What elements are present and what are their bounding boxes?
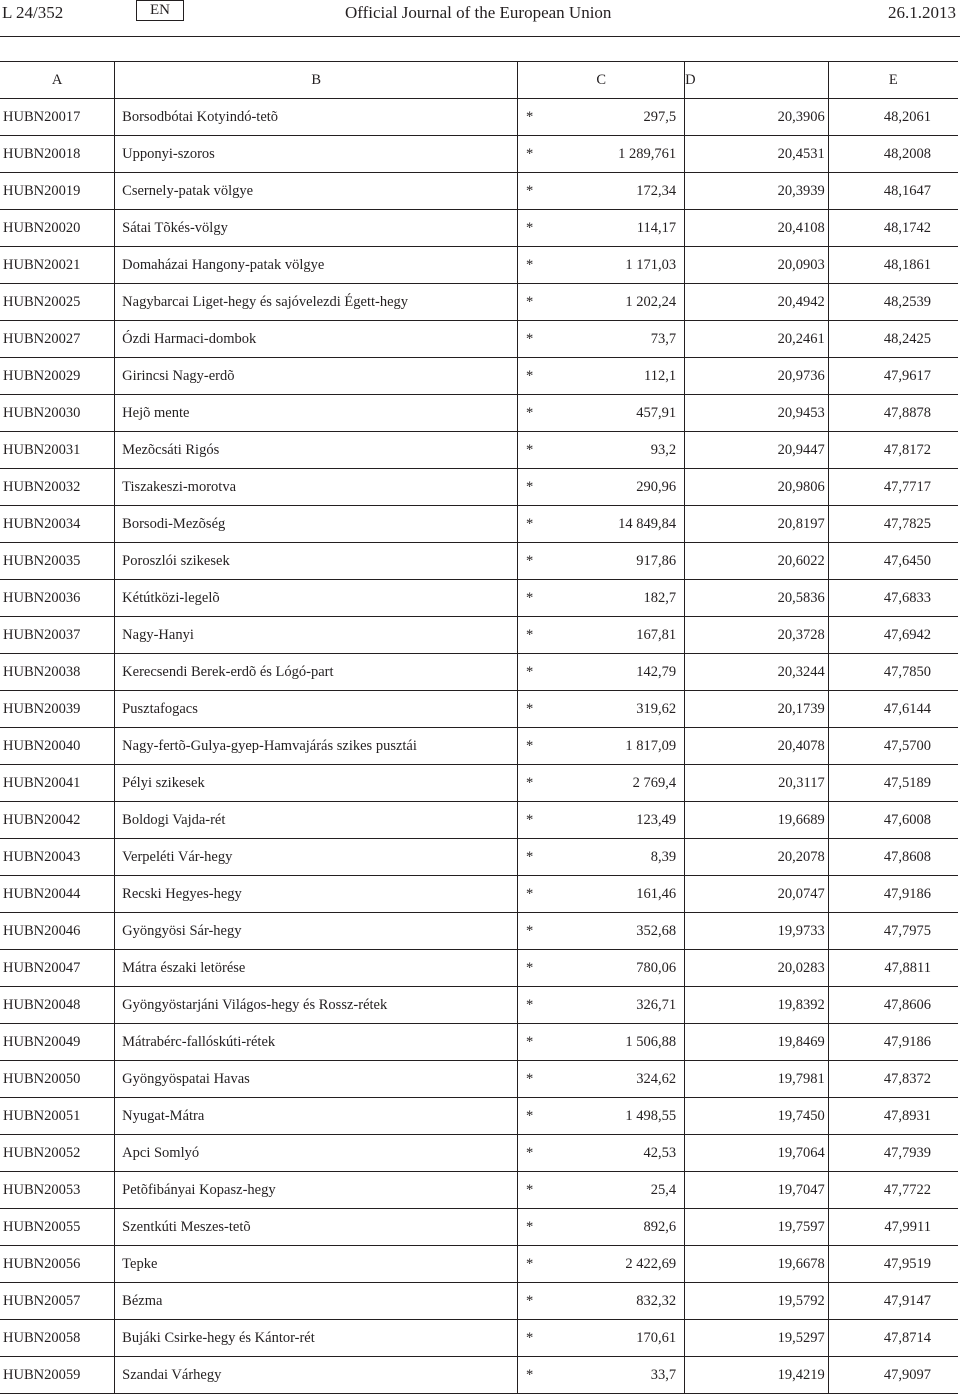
priority-marker-cell: * [518, 1320, 541, 1357]
site-code-cell: HUBN20035 [0, 543, 115, 580]
priority-marker-cell: * [518, 1283, 541, 1320]
table-row [0, 876, 958, 913]
longitude-cell: 20,3728 [685, 617, 829, 654]
latitude-cell: 47,7722 [828, 1172, 958, 1209]
publication-date: 26.1.2013 [888, 3, 956, 22]
table-row [0, 99, 958, 136]
site-code-cell: HUBN20050 [0, 1061, 115, 1098]
table-row [0, 506, 958, 543]
site-name-cell: Kerecsendi Berek-erdõ és Lógó-part [115, 654, 518, 691]
longitude-cell: 19,7047 [685, 1172, 829, 1209]
latitude-cell: 48,2425 [828, 321, 958, 358]
latitude-cell: 47,7850 [828, 654, 958, 691]
latitude-cell: 48,1742 [828, 210, 958, 247]
table-row [0, 358, 958, 395]
site-code-cell: HUBN20040 [0, 728, 115, 765]
latitude-cell: 48,2539 [828, 284, 958, 321]
site-name-cell: Recski Hegyes-hegy [115, 876, 518, 913]
longitude-cell: 19,7981 [685, 1061, 829, 1098]
area-cell: 8,39 [541, 839, 685, 876]
area-cell: 352,68 [541, 913, 685, 950]
table-row [0, 1246, 958, 1283]
area-cell: 2 422,69 [541, 1246, 685, 1283]
priority-marker-cell: * [518, 543, 541, 580]
longitude-cell: 19,5792 [685, 1283, 829, 1320]
site-name-cell: Nagy-fertõ-Gulya-gyep-Hamvajárás szikes pusztái [115, 728, 518, 765]
site-code-cell: HUBN20059 [0, 1357, 115, 1394]
site-code-cell: HUBN20056 [0, 1246, 115, 1283]
priority-marker-cell: * [518, 1098, 541, 1135]
area-cell: 112,1 [541, 358, 685, 395]
table-row [0, 1061, 958, 1098]
priority-marker-cell: * [518, 1246, 541, 1283]
site-code-cell: HUBN20041 [0, 765, 115, 802]
site-code-cell: HUBN20053 [0, 1172, 115, 1209]
site-code-cell: HUBN20049 [0, 1024, 115, 1061]
site-name-cell: Pusztafogacs [115, 691, 518, 728]
priority-marker-cell: * [518, 284, 541, 321]
column-header-d: D [685, 62, 829, 99]
site-code-cell: HUBN20036 [0, 580, 115, 617]
priority-marker-cell: * [518, 987, 541, 1024]
longitude-cell: 20,2078 [685, 839, 829, 876]
longitude-cell: 20,5836 [685, 580, 829, 617]
site-name-cell: Kétútközi-legelõ [115, 580, 518, 617]
longitude-cell: 20,0903 [685, 247, 829, 284]
longitude-cell: 20,0283 [685, 950, 829, 987]
site-name-cell: Ózdi Harmaci-dombok [115, 321, 518, 358]
area-cell: 1 506,88 [541, 1024, 685, 1061]
priority-marker-cell: * [518, 1061, 541, 1098]
priority-marker-cell: * [518, 839, 541, 876]
site-code-cell: HUBN20037 [0, 617, 115, 654]
page-header [0, 0, 960, 32]
priority-marker-cell: * [518, 210, 541, 247]
longitude-cell: 20,9736 [685, 358, 829, 395]
area-cell: 2 769,4 [541, 765, 685, 802]
longitude-cell: 19,7450 [685, 1098, 829, 1135]
site-code-cell: HUBN20052 [0, 1135, 115, 1172]
language-badge: EN [136, 0, 184, 21]
site-name-cell: Apci Somlyó [115, 1135, 518, 1172]
site-code-cell: HUBN20027 [0, 321, 115, 358]
area-cell: 25,4 [541, 1172, 685, 1209]
area-cell: 172,34 [541, 173, 685, 210]
area-cell: 1 498,55 [541, 1098, 685, 1135]
site-name-cell: Szandai Várhegy [115, 1357, 518, 1394]
latitude-cell: 47,6942 [828, 617, 958, 654]
longitude-cell: 19,8392 [685, 987, 829, 1024]
site-name-cell: Szentkúti Meszes-tetõ [115, 1209, 518, 1246]
site-code-cell: HUBN20038 [0, 654, 115, 691]
site-name-cell: Domaházai Hangony-patak völgye [115, 247, 518, 284]
priority-marker-cell: * [518, 691, 541, 728]
priority-marker-cell: * [518, 395, 541, 432]
site-name-cell: Nagybarcai Liget-hegy és sajóvelezdi Égett-hegy [115, 284, 518, 321]
site-code-cell: HUBN20021 [0, 247, 115, 284]
area-cell: 161,46 [541, 876, 685, 913]
priority-marker-cell: * [518, 950, 541, 987]
column-header-a: A [0, 62, 115, 99]
area-cell: 319,62 [541, 691, 685, 728]
site-code-cell: HUBN20034 [0, 506, 115, 543]
latitude-cell: 47,9097 [828, 1357, 958, 1394]
area-cell: 1 202,24 [541, 284, 685, 321]
site-name-cell: Boldogi Vajda-rét [115, 802, 518, 839]
area-cell: 123,49 [541, 802, 685, 839]
priority-marker-cell: * [518, 99, 541, 136]
priority-marker-cell: * [518, 173, 541, 210]
latitude-cell: 48,1861 [828, 247, 958, 284]
site-code-cell: HUBN20058 [0, 1320, 115, 1357]
site-name-cell: Mátrabérc-fallóskúti-rétek [115, 1024, 518, 1061]
site-name-cell: Pélyi szikesek [115, 765, 518, 802]
sites-table [0, 61, 958, 1394]
area-cell: 14 849,84 [541, 506, 685, 543]
site-name-cell: Borsodbótai Kotyindó-tetõ [115, 99, 518, 136]
site-name-cell: Upponyi-szoros [115, 136, 518, 173]
longitude-cell: 20,9447 [685, 432, 829, 469]
latitude-cell: 47,6833 [828, 580, 958, 617]
area-cell: 297,5 [541, 99, 685, 136]
latitude-cell: 47,8606 [828, 987, 958, 1024]
site-code-cell: HUBN20048 [0, 987, 115, 1024]
latitude-cell: 47,8931 [828, 1098, 958, 1135]
area-cell: 917,86 [541, 543, 685, 580]
site-name-cell: Csernely-patak völgye [115, 173, 518, 210]
longitude-cell: 19,4219 [685, 1357, 829, 1394]
area-cell: 1 817,09 [541, 728, 685, 765]
priority-marker-cell: * [518, 1024, 541, 1061]
area-cell: 324,62 [541, 1061, 685, 1098]
area-cell: 780,06 [541, 950, 685, 987]
table-row [0, 1135, 958, 1172]
area-cell: 33,7 [541, 1357, 685, 1394]
table-row [0, 1320, 958, 1357]
area-cell: 892,6 [541, 1209, 685, 1246]
table-row [0, 765, 958, 802]
latitude-cell: 47,9147 [828, 1283, 958, 1320]
site-code-cell: HUBN20029 [0, 358, 115, 395]
priority-marker-cell: * [518, 506, 541, 543]
site-code-cell: HUBN20047 [0, 950, 115, 987]
priority-marker-cell: * [518, 654, 541, 691]
longitude-cell: 20,8197 [685, 506, 829, 543]
priority-marker-cell: * [518, 358, 541, 395]
priority-marker-cell: * [518, 469, 541, 506]
table-row [0, 284, 958, 321]
latitude-cell: 47,8608 [828, 839, 958, 876]
table-row [0, 210, 958, 247]
area-cell: 1 289,761 [541, 136, 685, 173]
latitude-cell: 47,9186 [828, 876, 958, 913]
longitude-cell: 20,3117 [685, 765, 829, 802]
table-row [0, 580, 958, 617]
longitude-cell: 20,2461 [685, 321, 829, 358]
longitude-cell: 20,0747 [685, 876, 829, 913]
table-row [0, 1209, 958, 1246]
site-name-cell: Bujáki Csirke-hegy és Kántor-rét [115, 1320, 518, 1357]
longitude-cell: 20,4531 [685, 136, 829, 173]
longitude-cell: 20,1739 [685, 691, 829, 728]
site-name-cell: Poroszlói szikesek [115, 543, 518, 580]
column-header-b: B [115, 62, 518, 99]
site-name-cell: Verpeléti Vár-hegy [115, 839, 518, 876]
priority-marker-cell: * [518, 765, 541, 802]
longitude-cell: 20,4078 [685, 728, 829, 765]
priority-marker-cell: * [518, 1357, 541, 1394]
priority-marker-cell: * [518, 580, 541, 617]
table-row [0, 1172, 958, 1209]
table-row [0, 1283, 958, 1320]
longitude-cell: 19,6689 [685, 802, 829, 839]
table-row [0, 691, 958, 728]
priority-marker-cell: * [518, 1135, 541, 1172]
table-row [0, 543, 958, 580]
latitude-cell: 47,9911 [828, 1209, 958, 1246]
priority-marker-cell: * [518, 1172, 541, 1209]
site-name-cell: Hejõ mente [115, 395, 518, 432]
site-code-cell: HUBN20019 [0, 173, 115, 210]
longitude-cell: 20,4108 [685, 210, 829, 247]
page-reference: L 24/352 [2, 3, 64, 22]
header-divider [0, 36, 960, 37]
area-cell: 170,61 [541, 1320, 685, 1357]
site-name-cell: Gyöngyösi Sár-hegy [115, 913, 518, 950]
site-code-cell: HUBN20039 [0, 691, 115, 728]
site-code-cell: HUBN20018 [0, 136, 115, 173]
site-code-cell: HUBN20046 [0, 913, 115, 950]
latitude-cell: 47,7825 [828, 506, 958, 543]
longitude-cell: 20,4942 [685, 284, 829, 321]
priority-marker-cell: * [518, 617, 541, 654]
priority-marker-cell: * [518, 247, 541, 284]
priority-marker-cell: * [518, 432, 541, 469]
latitude-cell: 47,5189 [828, 765, 958, 802]
area-cell: 1 171,03 [541, 247, 685, 284]
site-code-cell: HUBN20031 [0, 432, 115, 469]
priority-marker-cell: * [518, 876, 541, 913]
site-name-cell: Petõfibányai Kopasz-hegy [115, 1172, 518, 1209]
site-name-cell: Gyöngyöstarjáni Világos-hegy és Rossz-rétek [115, 987, 518, 1024]
priority-marker-cell: * [518, 321, 541, 358]
latitude-cell: 47,8172 [828, 432, 958, 469]
table-row [0, 469, 958, 506]
table-row [0, 1098, 958, 1135]
site-code-cell: HUBN20032 [0, 469, 115, 506]
latitude-cell: 47,8811 [828, 950, 958, 987]
priority-marker-cell: * [518, 136, 541, 173]
table-row [0, 654, 958, 691]
latitude-cell: 47,7717 [828, 469, 958, 506]
longitude-cell: 20,9806 [685, 469, 829, 506]
site-code-cell: HUBN20055 [0, 1209, 115, 1246]
table-row [0, 173, 958, 210]
longitude-cell: 20,3906 [685, 99, 829, 136]
area-cell: 457,91 [541, 395, 685, 432]
latitude-cell: 47,5700 [828, 728, 958, 765]
area-cell: 142,79 [541, 654, 685, 691]
latitude-cell: 47,9519 [828, 1246, 958, 1283]
latitude-cell: 47,6144 [828, 691, 958, 728]
latitude-cell: 47,8878 [828, 395, 958, 432]
table-row [0, 802, 958, 839]
site-name-cell: Nyugat-Mátra [115, 1098, 518, 1135]
area-cell: 114,17 [541, 210, 685, 247]
area-cell: 42,53 [541, 1135, 685, 1172]
site-name-cell: Sátai Tõkés-völgy [115, 210, 518, 247]
latitude-cell: 48,2008 [828, 136, 958, 173]
longitude-cell: 19,6678 [685, 1246, 829, 1283]
priority-marker-cell: * [518, 1209, 541, 1246]
table-row [0, 247, 958, 284]
site-code-cell: HUBN20044 [0, 876, 115, 913]
longitude-cell: 20,3939 [685, 173, 829, 210]
longitude-cell: 19,5297 [685, 1320, 829, 1357]
table-row [0, 617, 958, 654]
longitude-cell: 19,8469 [685, 1024, 829, 1061]
latitude-cell: 47,8372 [828, 1061, 958, 1098]
table-body [0, 99, 958, 1394]
table-row [0, 136, 958, 173]
site-code-cell: HUBN20057 [0, 1283, 115, 1320]
table-row [0, 987, 958, 1024]
latitude-cell: 47,7975 [828, 913, 958, 950]
latitude-cell: 47,6008 [828, 802, 958, 839]
latitude-cell: 48,1647 [828, 173, 958, 210]
area-cell: 93,2 [541, 432, 685, 469]
latitude-cell: 47,6450 [828, 543, 958, 580]
table-row [0, 432, 958, 469]
site-code-cell: HUBN20042 [0, 802, 115, 839]
priority-marker-cell: * [518, 913, 541, 950]
site-code-cell: HUBN20030 [0, 395, 115, 432]
longitude-cell: 20,3244 [685, 654, 829, 691]
site-code-cell: HUBN20051 [0, 1098, 115, 1135]
table-row [0, 913, 958, 950]
area-cell: 167,81 [541, 617, 685, 654]
site-code-cell: HUBN20017 [0, 99, 115, 136]
column-header-c: C [518, 62, 685, 99]
area-cell: 73,7 [541, 321, 685, 358]
table-row [0, 728, 958, 765]
site-name-cell: Nagy-Hanyi [115, 617, 518, 654]
site-name-cell: Girincsi Nagy-erdõ [115, 358, 518, 395]
journal-title: Official Journal of the European Union [345, 3, 612, 22]
latitude-cell: 47,9186 [828, 1024, 958, 1061]
site-name-cell: Mezõcsáti Rigós [115, 432, 518, 469]
column-header-e: E [828, 62, 958, 99]
latitude-cell: 47,7939 [828, 1135, 958, 1172]
table-row [0, 1024, 958, 1061]
longitude-cell: 19,9733 [685, 913, 829, 950]
site-code-cell: HUBN20025 [0, 284, 115, 321]
longitude-cell: 20,6022 [685, 543, 829, 580]
site-name-cell: Tiszakeszi-morotva [115, 469, 518, 506]
table-row [0, 395, 958, 432]
site-name-cell: Gyöngyöspatai Havas [115, 1061, 518, 1098]
site-code-cell: HUBN20043 [0, 839, 115, 876]
latitude-cell: 48,2061 [828, 99, 958, 136]
site-code-cell: HUBN20020 [0, 210, 115, 247]
area-cell: 832,32 [541, 1283, 685, 1320]
area-cell: 182,7 [541, 580, 685, 617]
site-name-cell: Tepke [115, 1246, 518, 1283]
longitude-cell: 19,7597 [685, 1209, 829, 1246]
area-cell: 290,96 [541, 469, 685, 506]
priority-marker-cell: * [518, 728, 541, 765]
longitude-cell: 20,9453 [685, 395, 829, 432]
table-row [0, 1357, 958, 1394]
table-row [0, 321, 958, 358]
area-cell: 326,71 [541, 987, 685, 1024]
site-name-cell: Borsodi-Mezõség [115, 506, 518, 543]
latitude-cell: 47,9617 [828, 358, 958, 395]
site-name-cell: Bézma [115, 1283, 518, 1320]
priority-marker-cell: * [518, 802, 541, 839]
longitude-cell: 19,7064 [685, 1135, 829, 1172]
table-header-row [0, 62, 958, 99]
table-row [0, 950, 958, 987]
table-row [0, 839, 958, 876]
latitude-cell: 47,8714 [828, 1320, 958, 1357]
site-name-cell: Mátra északi letörése [115, 950, 518, 987]
